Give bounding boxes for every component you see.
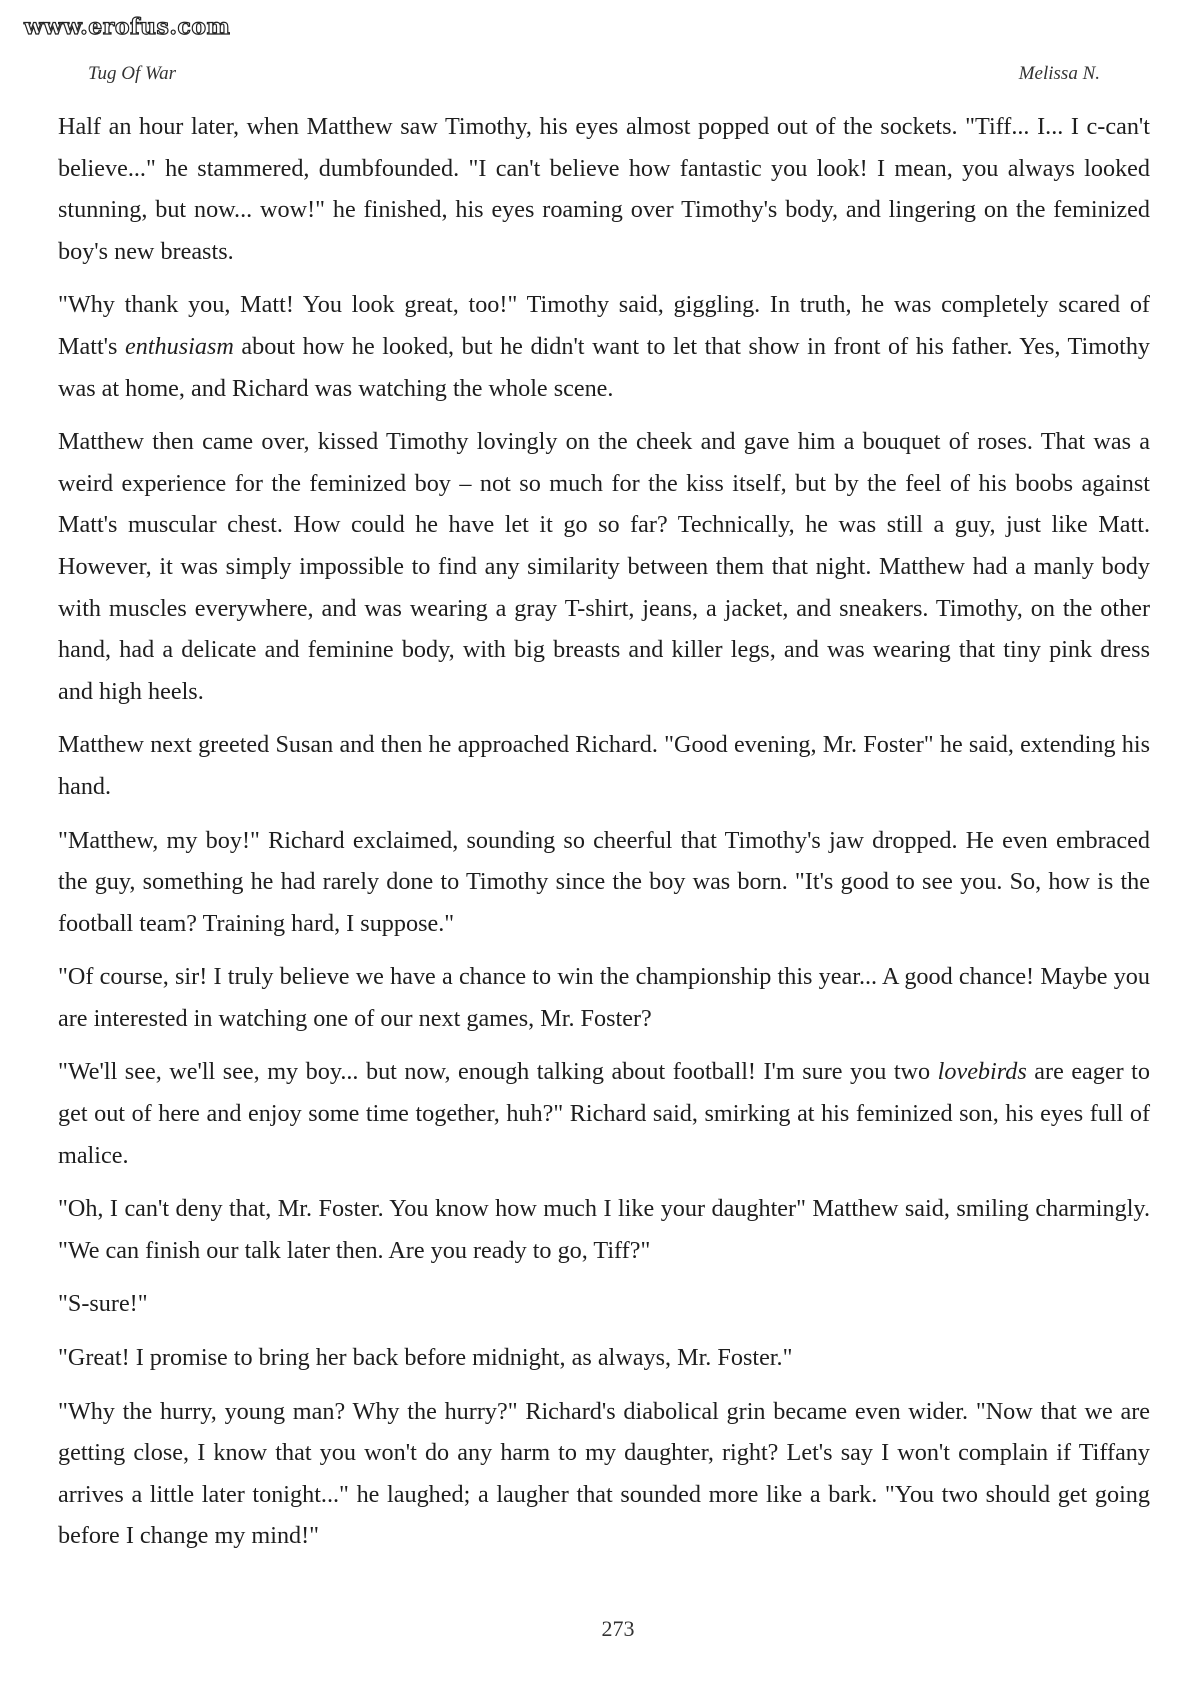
paragraph: Half an hour later, when Matthew saw Timothy, his eyes almost popped out of the sockets. "Tiff... I... I c-can't believe..." he stammered, dumbfounded. "I can't believe how fantastic you look! I mean, you always looked stunning, but now... wow!" he finished, his eyes roaming over Timothy's body, and lingering on the feminized boy's new breasts. bbox=[58, 113, 1150, 265]
paragraph bbox=[58, 284, 1150, 409]
book-title: Tug Of War bbox=[88, 63, 176, 84]
paragraph-text: are eager to get out of here and enjoy some time together, huh?" Richard said, smirking at his feminized son, his eyes full of malice. bbox=[58, 1058, 1150, 1169]
running-header bbox=[88, 63, 1100, 89]
paragraph: "Of course, sir! I truly believe we have a chance to win the championship this year... A good chance! Maybe you are interested in watching one of our next games, Mr. Foster? bbox=[58, 963, 1150, 1032]
paragraph: Matthew next greeted Susan and then he approached Richard. "Good evening, Mr. Foster" he said, extending his hand. bbox=[58, 731, 1150, 800]
paragraph bbox=[58, 1051, 1150, 1176]
page-number: 273 bbox=[601, 1616, 635, 1641]
body-text bbox=[58, 106, 1150, 1569]
paragraph-text: "Why thank you, Matt! You look great, too!" Timothy said, giggling. In truth, he was completely scared of Matt's bbox=[58, 291, 1150, 360]
author-name: Melissa N. bbox=[1018, 63, 1100, 84]
watermark: www.erofus.com bbox=[24, 14, 231, 40]
paragraph-text: about how he looked, but he didn't want to let that show in front of his father. Yes, Timothy was at home, and Richard was watching the whole scene. bbox=[58, 332, 1151, 402]
emphasis-text: lovebirds bbox=[937, 1058, 1027, 1086]
paragraph: "Oh, I can't deny that, Mr. Foster. You know how much I like your daughter" Matthew said, smiling charmingly. "We can finish our talk later then. Are you ready to go, Tiff?" bbox=[58, 1195, 1150, 1264]
paragraph-text: "We'll see, we'll see, my boy... but now, enough talking about football! I'm sure you two bbox=[58, 1058, 938, 1086]
paragraph: "Great! I promise to bring her back before midnight, as always, Mr. Foster." bbox=[58, 1344, 793, 1372]
emphasis-text: enthusiasm bbox=[125, 332, 234, 360]
paragraph: Matthew then came over, kissed Timothy lovingly on the cheek and gave him a bouquet of roses. That was a weird experience for the feminized boy – not so much for the kiss itself, but by the feel of his boobs against Matt's muscular chest. How could he have let it go so far? Technically, he was still a guy, just like Matt. However, it was simply impossible to find any similarity between them that night. Matthew had a manly body with muscles everywhere, and was wearing a gray T-shirt, jeans, a jacket, and sneakers. Timothy, on the other hand, had a delicate and feminine body, with big breasts and killer legs, and was wearing that tiny pink dress and high heels. bbox=[58, 428, 1150, 705]
paragraph: "S-sure!" bbox=[58, 1290, 148, 1318]
paragraph: "Why the hurry, young man? Why the hurry?" Richard's diabolical grin became even wider. "Now that we are getting close, I know that you won't do any harm to my daughter, right? Let's say I won't complain if Tiffany arrives a little later tonight..." he laughed; a laugher that sounded more like a bark. "You two should get going before I change my mind!" bbox=[58, 1397, 1150, 1550]
paragraph: "Matthew, my boy!" Richard exclaimed, sounding so cheerful that Timothy's jaw dropped. He even embraced the guy, something he had rarely done to Timothy since the boy was born. "It's good to see you. So, how is the football team? Training hard, I suppose." bbox=[58, 826, 1150, 937]
